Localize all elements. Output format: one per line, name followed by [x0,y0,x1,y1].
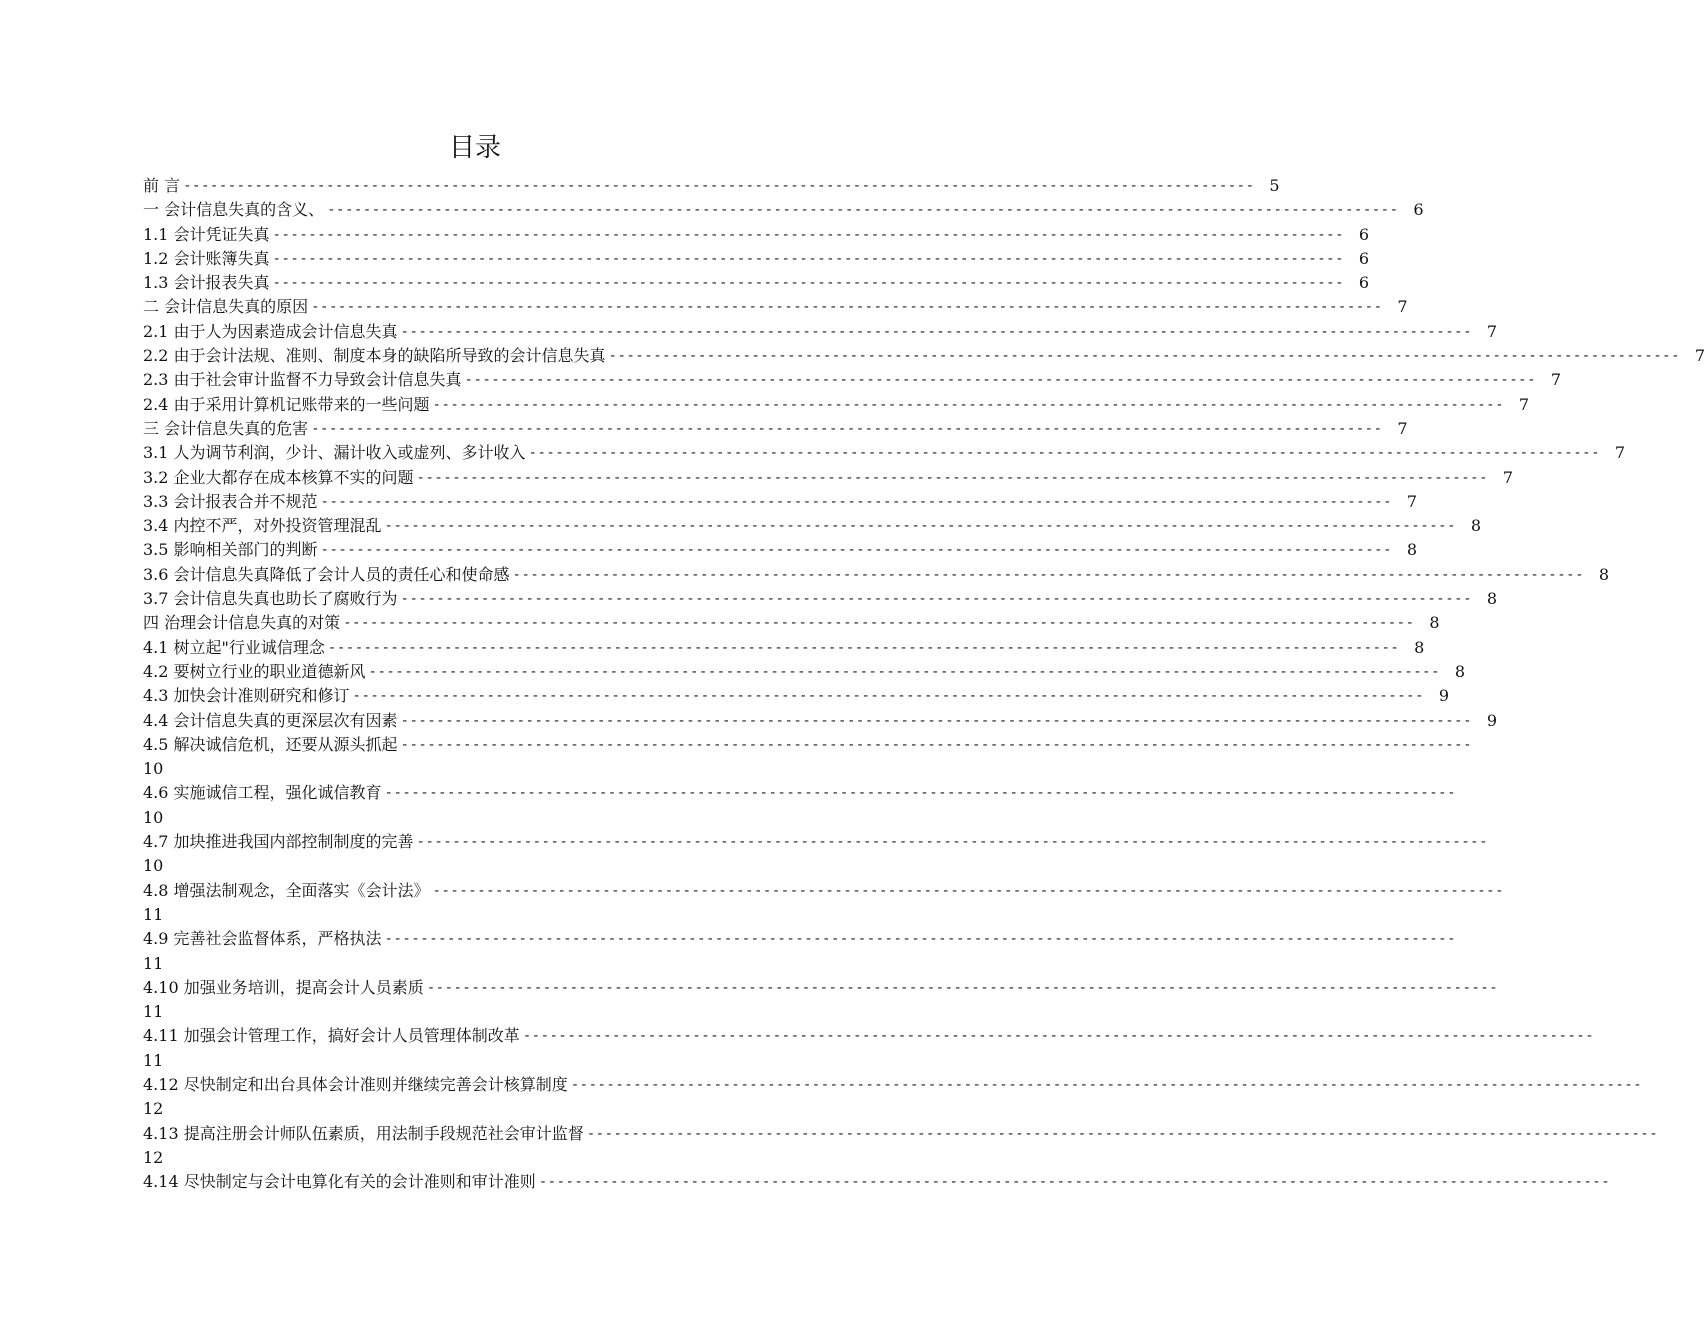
toc-entry-label: 2.3 由于社会审计监督不力导致会计信息失真 [143,370,462,390]
toc-entry-label: 3.1 人为调节利润，少计、漏计收入或虚列、多计收入 [143,443,526,463]
toc-leader-dashes: ------------------------------------------------------------------------------------------------------------------------ [320,493,1392,510]
toc-entry[interactable] [143,684,1449,708]
toc-leader-dashes: ------------------------------------------------------------------------------------------------------------------------ [311,420,1383,437]
toc-entry[interactable] [143,781,1456,805]
toc-entry-label: 4.4 会计信息失真的更深层次有因素 [143,710,398,730]
toc-entry[interactable] [143,417,1408,441]
toc-entry-label: 2.2 由于会计法规、准则、制度本身的缺陷所导致的会计信息失真 [143,346,606,366]
toc-entry-label: 4.10 加强业务培训，提高会计人员素质 [143,977,424,997]
toc-entry[interactable] [143,709,1497,733]
toc-entry[interactable] [143,466,1513,490]
toc-leader-dashes: ------------------------------------------------------------------------------------------------------------------------ [352,688,1424,705]
toc-leader-dashes: ------------------------------------------------------------------------------------------------------------------------ [528,445,1600,462]
toc-entry-page: 11 [143,1050,164,1070]
toc-entry-label: 4.9 完善社会监督体系，严格执法 [143,929,382,949]
toc-entry-page: 7 [1406,491,1417,511]
toc-leader-dashes: ------------------------------------------------------------------------------------------------------------------------ [426,979,1499,996]
toc-leader-dashes: ------------------------------------------------------------------------------------------------------------------------ [608,348,1680,365]
toc-leader-dashes: ------------------------------------------------------------------------------------------------------------------------ [586,1125,1659,1142]
toc-entry-page: 7 [1614,443,1625,463]
table-of-contents [143,174,1705,1194]
toc-leader-dashes: ------------------------------------------------------------------------------------------------------------------------ [538,1174,1611,1191]
toc-entry-label: 3.2 企业大都存在成本核算不实的问题 [143,467,414,487]
toc-entry[interactable] [143,1170,1611,1194]
toc-entry-label: 四 治理会计信息失真的对策 [143,613,341,633]
toc-entry-label: 4.8 增强法制观念，全面落实《会计法》 [143,880,430,900]
toc-entry[interactable] [143,271,1369,295]
toc-entry-page: 9 [1486,710,1497,730]
toc-entry-label: 4.3 加快会计准则研究和修订 [143,686,350,706]
toc-entry-label: 1.3 会计报表失真 [143,273,270,293]
toc-entry-label: 4.12 尽快制定和出台具体会计准则并继续完善会计核算制度 [143,1074,568,1094]
toc-entry-page: 9 [1438,686,1449,706]
toc-entry-label: 4.13 提高注册会计师队伍素质，用法制手段规范社会审计监督 [143,1123,584,1143]
toc-entry-label: 3.5 影响相关部门的判断 [143,540,318,560]
toc-entry-page: 10 [143,759,164,779]
toc-entry[interactable] [143,223,1369,247]
toc-entry[interactable] [143,1122,1659,1146]
toc-entry-page: 7 [1502,467,1513,487]
toc-leader-dashes: ------------------------------------------------------------------------------------------------------------------------ [384,931,1456,948]
toc-leader-dashes: ------------------------------------------------------------------------------------------------------------------------ [311,299,1383,316]
toc-entry[interactable] [143,830,1488,854]
toc-entry-page: 11 [143,1002,164,1022]
toc-entry-label: 4.2 要树立行业的职业道德新风 [143,661,366,681]
toc-leader-dashes: ------------------------------------------------------------------------------------------------------------------------ [400,736,1472,753]
toc-entry-page: 7 [1518,394,1529,414]
toc-entry-page: 6 [1358,273,1369,293]
toc-entry-page: 12 [143,1099,164,1119]
toc-leader-dashes: ------------------------------------------------------------------------------------------------------------------------ [400,323,1472,340]
toc-entry-label: 4.7 加块推进我国内部控制制度的完善 [143,832,414,852]
toc-entry[interactable] [143,563,1609,587]
toc-entry[interactable] [143,247,1369,271]
toc-entry-page: 8 [1470,516,1481,536]
toc-entry[interactable] [143,368,1561,392]
toc-entry[interactable] [143,514,1481,538]
toc-leader-dashes: ------------------------------------------------------------------------------------------------------------------------ [416,834,1488,851]
toc-entry[interactable] [143,441,1625,465]
toc-entry-page: 7 [1550,370,1561,390]
toc-entry-label: 4.6 实施诚信工程，强化诚信教育 [143,783,382,803]
toc-leader-dashes: ------------------------------------------------------------------------------------------------------------------------ [272,275,1344,292]
toc-entry-page: 10 [143,856,164,876]
toc-entry-page: 11 [143,904,164,924]
toc-entry-page: 6 [1358,224,1369,244]
toc-leader-dashes: ------------------------------------------------------------------------------------------------------------------------ [327,639,1400,656]
toc-entry-page: 6 [1413,200,1424,220]
toc-entry-page: 7 [1397,297,1408,317]
toc-entry-label: 二 会计信息失真的原因 [143,297,309,317]
toc-entry[interactable] [143,976,1499,1000]
toc-entry-page: 7 [1486,321,1497,341]
toc-entry[interactable] [143,927,1456,951]
toc-leader-dashes: ------------------------------------------------------------------------------------------------------------------------ [320,542,1392,559]
toc-entry-page: 7 [1397,418,1408,438]
toc-entry-page: 8 [1429,613,1440,633]
toc-entry[interactable] [143,344,1705,368]
toc-entry[interactable] [143,174,1280,198]
toc-leader-dashes: ------------------------------------------------------------------------------------------------------------------------ [512,566,1584,583]
toc-leader-dashes: ------------------------------------------------------------------------------------------------------------------------ [343,615,1415,632]
toc-entry-label: 4.11 加强会计管理工作，搞好会计人员管理体制改革 [143,1026,520,1046]
toc-entry[interactable] [143,198,1424,222]
toc-leader-dashes: ------------------------------------------------------------------------------------------------------------------------ [183,178,1255,194]
toc-entry[interactable] [143,1024,1595,1048]
toc-entry[interactable] [143,587,1497,611]
toc-entry[interactable] [143,879,1504,903]
toc-entry-label: 1.1 会计凭证失真 [143,224,270,244]
toc-leader-dashes: ------------------------------------------------------------------------------------------------------------------------ [327,202,1399,219]
toc-entry-page: 6 [1358,248,1369,268]
toc-entry-label: 3.4 内控不严，对外投资管理混乱 [143,516,382,536]
toc-entry[interactable] [143,660,1465,684]
toc-leader-dashes: ------------------------------------------------------------------------------------------------------------------------ [432,882,1504,899]
toc-entry-page: 8 [1598,564,1609,584]
toc-entry[interactable] [143,320,1497,344]
toc-entry[interactable] [143,733,1472,757]
toc-entry-page: 11 [143,953,164,973]
toc-entry-label: 4.5 解决诚信危机，还要从源头抓起 [143,734,398,754]
toc-entry-page: 8 [1406,540,1417,560]
toc-entry-page: 8 [1454,661,1465,681]
toc-entry[interactable] [143,490,1417,514]
toc-entry-page: 7 [1694,346,1705,366]
toc-leader-dashes: ------------------------------------------------------------------------------------------------------------------------ [272,226,1344,243]
toc-entry-label: 1.2 会计账簿失真 [143,248,270,268]
toc-entry-label: 4.14 尽快制定与会计电算化有关的会计准则和审计准则 [143,1172,536,1192]
toc-title: 目录 [448,133,501,163]
toc-entry-page: 12 [143,1147,164,1167]
toc-entry-page: 10 [143,807,164,827]
toc-entry-page: 5 [1269,176,1280,195]
toc-leader-dashes: ------------------------------------------------------------------------------------------------------------------------ [400,591,1472,608]
toc-entry-label: 2.1 由于人为因素造成会计信息失真 [143,321,398,341]
toc-entry[interactable] [143,636,1425,660]
toc-entry[interactable] [143,1073,1643,1097]
toc-entry-label: 3.7 会计信息失真也助长了腐败行为 [143,589,398,609]
toc-leader-dashes: ------------------------------------------------------------------------------------------------------------------------ [384,518,1456,535]
toc-entry[interactable] [143,295,1408,319]
toc-entry-label: 4.1 树立起"行业诚信理念 [143,637,325,657]
toc-leader-dashes: ------------------------------------------------------------------------------------------------------------------------ [384,785,1456,802]
toc-leader-dashes: ------------------------------------------------------------------------------------------------------------------------ [400,712,1472,729]
toc-entry-label: 前 言 [143,176,181,195]
toc-leader-dashes: ------------------------------------------------------------------------------------------------------------------------ [272,250,1344,267]
toc-entry[interactable] [143,538,1417,562]
toc-entry[interactable] [143,611,1440,635]
toc-entry-page: 8 [1414,637,1425,657]
toc-leader-dashes: ------------------------------------------------------------------------------------------------------------------------ [416,469,1488,486]
toc-entry-page: 8 [1486,589,1497,609]
toc-leader-dashes: ------------------------------------------------------------------------------------------------------------------------ [368,663,1440,680]
toc-entry-label: 3.3 会计报表合并不规范 [143,491,318,511]
toc-entry-label: 三 会计信息失真的危害 [143,418,309,438]
toc-entry-label: 3.6 会计信息失真降低了会计人员的责任心和使命感 [143,564,510,584]
toc-leader-dashes: ------------------------------------------------------------------------------------------------------------------------ [570,1076,1643,1093]
toc-leader-dashes: ------------------------------------------------------------------------------------------------------------------------ [522,1028,1595,1045]
toc-entry-label: 2.4 由于采用计算机记账带来的一些问题 [143,394,430,414]
toc-leader-dashes: ------------------------------------------------------------------------------------------------------------------------ [464,372,1536,389]
toc-entry-label: 一 会计信息失真的含义、 [143,200,325,220]
toc-leader-dashes: ------------------------------------------------------------------------------------------------------------------------ [432,396,1504,413]
toc-entry[interactable] [143,393,1529,417]
